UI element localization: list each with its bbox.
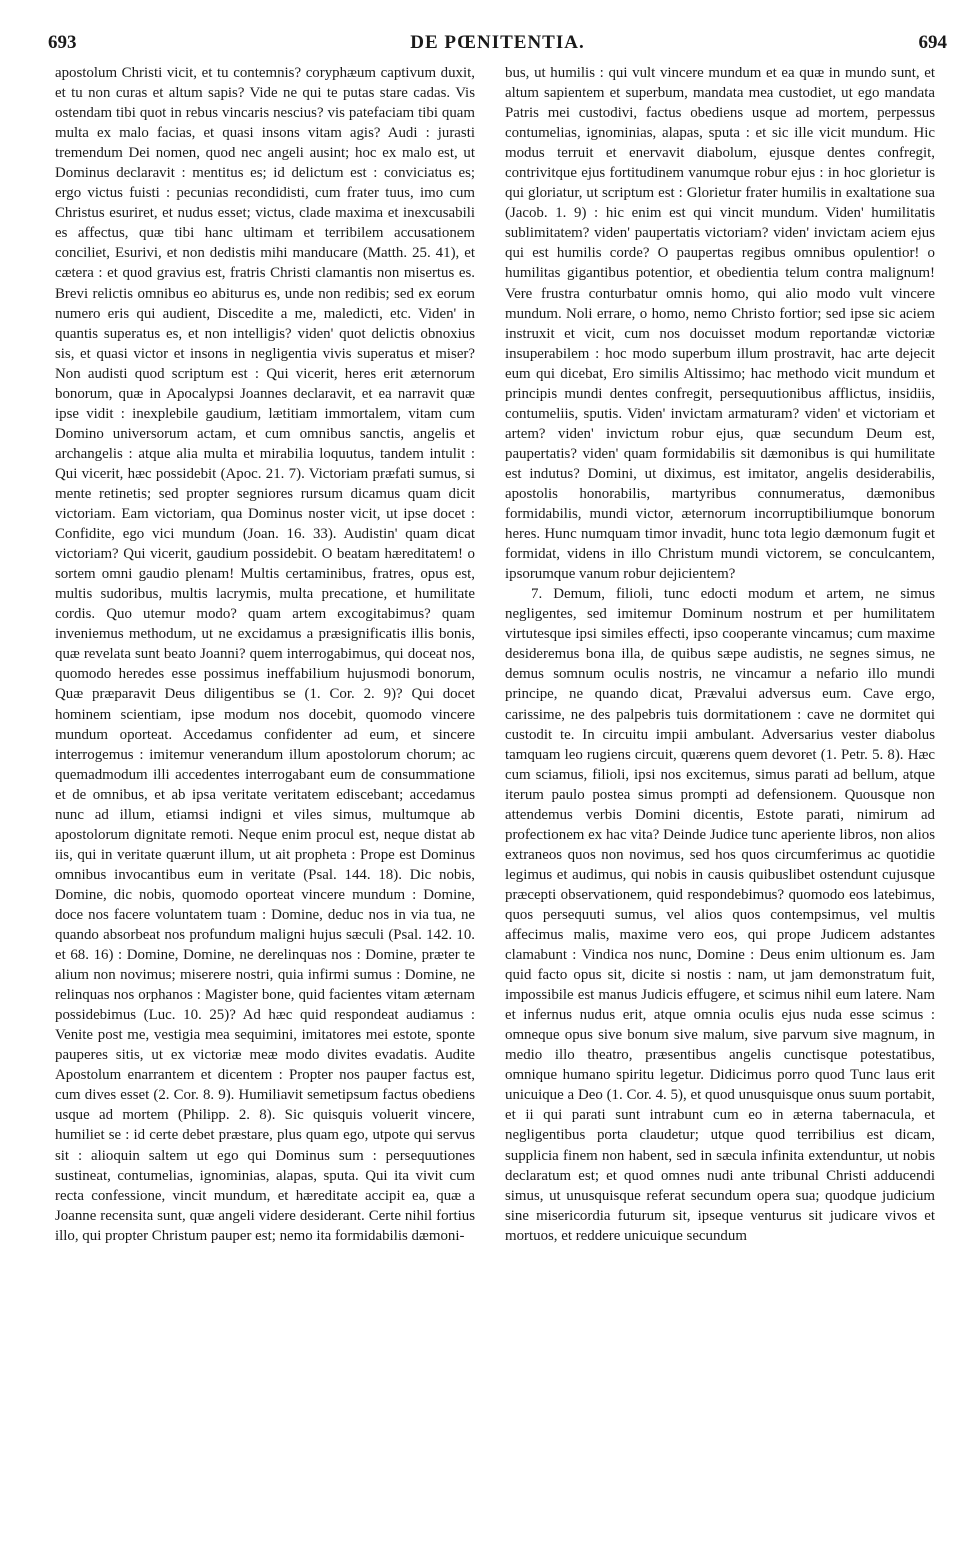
page-header	[48, 30, 947, 56]
left-column-text: apostolum Christi vicit, et tu contemnis? coryphæum captivum duxit, et tu non curas et altum sapis? Vide ne qui te putas stare cadas. Vis ostendam tibi quot in rebus vincaris nescius? vis patefaciam tibi quam multa ex malo facias, et quasi insons vitam agis? Audi : jurasti tremendum Dei nomen, quod nec angeli ausint; hoc ex malo est, ut Dominus declaravit : mentitus es; id delictum est : conviciatus es; ergo victus fuisti : pecunias recondidisti, cum frater tuus, imo cum Christus esuriret, et nudus esset; victus, clade maxima et inexcusabili es affectus, quæ tibi hanc ultimam et terribilem accusationem conciliet, Esurivi, et non dedistis mihi manducare (Matth. 25. 41), et cætera : et quod gravius est, fratris Christi clamantis non misertus es. Brevi relictis omnibus eo abiturus es, unde non redibis; sed ex eorum numero eris qui audient, Discedite a me, maledicti, etc. Viden' in quantis superatus es, et non intelligis? viden' quot delictis obnoxius sis, et quasi victor et insons in negligentia vivis superatus et miser? Non audisti quod scriptum est : Qui vicerit, heres erit æternorum bonorum, quæ in Apocalypsi Joannes declaravit, et ea narravit quæ ipse vidit : inexplebile gaudium, lætitiam immortalem, vitam cum Domino universorum actam, et cum omnibus sanctis, angelis et archangelis : atque alia multa et mirabilia loquutus, tandem intulit : Qui vicerit, hæc possidebit (Apoc. 21. 7). Victoriam præfati sumus, si mente retinetis; sed propter segniores rursum dicamus quam dicit victoriam. Eam victoriam, qua Dominus noster vicit, ut ipse docet : Confidite, ego vici mundum (Joan. 16. 33). Audistin' quam dicat victoriam? Qui vicerit, gaudium possidebit. O beatam hæreditatem! o sortem omni gaudio plenam! Multis certaminibus, fratres, opus est, multis sudoribus, multis lacrymis, multa precatione, et humilitate cordis. Quo utemur modo? quam artem excogitabimus? quam inveniemus methodum, ut ne excidamus a præsignificatis illis bonis, quæ revelata sunt beato Joanni? quem interrogabimus, qui doceat nos, quomodo heredes esse possimus ineffabilium hujusmodi bonorum, Quæ præparavit Deus diligentibus se (1. Cor. 2. 9)? Qui docet hominem scientiam, ipse modum nos docebit, quomodo vincere mundum oporteat. Accedamus confidenter ad eum, et sincere interrogemus : imitemur venerandum illum apostolorum chorum; ac quemadmodum illi accedentes interrogabant eum de consummatione et de omnibus, et ab ipsa veritate veritatem ediscebant; accedamus nunc ad illum, etiamsi indigni et viles simus, multumque ab apostolorum dignitate remoti. Neque enim procul est, neque distat ab iis, qui in veritate quærunt illum, ut ait propheta : Prope est Dominus omnibus invocantibus eum in veritate (Psal. 144. 18). Dic nobis, Domine, dic nobis, quomodo oporteat vincere mundum : Domine, doce nos facere voluntatem tuam : Domine, deduc nos in via tua, ne quando absorbeat nos profundum maligni hujus sæculi (Psal. 142. 10. et 68. 16) : Domine, Domine, ne derelinquas nos : Domine, præter te alium non novimus; miserere nostri, quia infirmi sumus : Domine, ne relinquas nos orphanos : Magister bone, quid facientes vitam æternam possidebimus (Luc. 10. 25)? Ad hæc quid respondeat audiamus : Venite post me, vestigia mea sequimini, imitatores mei estote, sponte pauperes sitis, ut ex victoriæ meæ modo divites evadatis. Audite Apostolum enarrantem et dicentem : Propter nos pauper factus est, cum dives esset (2. Cor. 8. 9). Humiliavit semetipsum factus obediens usque ad mortem (Philipp. 2. 8). Sic quisquis voluerit vincere, humiliet se : id certe debet præstare, plus quam ego, utpote qui servus sit : alioquin saltem ut ego qui Dominus sum : persequutiones sustineat, contumelias, ignominias, alapas, sputa. Qui ita vivit cum recta confessione, vincit mundum, et hæreditate accipit ea, quæ a Joanne recensita sunt, quæ angeli videre desiderant. Certe nihil fortius illo, qui propter Christum pauper est; nemo ita formidabilis dæmoni-	[55, 65, 475, 1244]
right-column-paragraph-7: 7. Demum, filioli, tunc edocti modum et artem, ne simus negligentes, sed imitemur Dominum nostrum et per humilitatem virtutesque ipsi similes effecti, ipso cooperante vincamus; cum maxime desideremus bona illa, de quibus sæpe audistis, ne segnes simus, ne demus somnum oculis nostris, ne vincamur a nefario illo mundi principe, ne quando dicat, Prævalui adversus eum. Cave ergo, carissime, ne des palpebris tuis dormitationem : cave ne dormitet qui custodit te. In circuitu impii ambulant. Adversarius vester diabolus tamquam leo rugiens circuit, quærens quem devoret (1. Petr. 5. 8). Hæc cum sciamus, filioli, ipsi nos excitemus, simus parati ad bellum, atque iterum paulo postea simus prompti ad defensionem. Quousque non attendemus verbis Domini dicentis, Estote parati, nimirum ad profectionem ex hac vita? Deinde Judice tunc aperiente libros, non alios extraneos quos non novimus, sed hos quos circumferimus ac quotidie legimus et audimus, qui nobis in causis quibuslibet ostendunt cujusque præcepti observationem, quid respondebimus? quomodo eos latebimus, quos persequuti sumus, vel alios quos contempsimus, vel multis affecimus malis, maxime vero eos, qui prope Judicem adstantes clamabunt : Vindica nos nunc, Domine : Deus enim ultionum es. Jam quid facto opus sit, dicite si nostis : nam, ut jam demonstratum fuit, impossibile est manus Judicis effugere, et scimus nihil eum latere. Nam et infernus nudus erit, atque omnia oculis ejus nuda esse scimus : omneque opus sive bonum sive malum, sive parvum sive magnum, in medio illo theatro, præsentibus angelis cunctisque potestatibus, omnique humano spiritu legetur. Didicimus porro quod Tunc laus erit unicuique a Deo (1. Cor. 4. 5), et quod unusquisque onus suum portabit, et ii qui parati sunt intrabunt cum eo in æterna tabernacula, et negligentibus porta claudetur; utque quod terribilius est dicam, supplicia finem non habent, sed in sæcula infinita extenduntur, ut nobis declaratum est; et quod omnes nudi ante tribunal Christi adducendi simus, ut unusquisque referat secundum opera sua; quodque judicium sine misericordia futurum sit, ipseque venturus sit judicare vivos et mortuos, et reddere unicuique secundum	[505, 586, 935, 1244]
left-column	[55, 63, 475, 1543]
running-title: DE PŒNITENTIA.	[410, 32, 585, 53]
page-number-right: 694	[918, 32, 947, 53]
right-column-text-continuation: bus, ut humilis : qui vult vincere mundum et ea quæ in mundo sunt, et altum sapientem et superbum, mandata mea custodiet, ut ego mandata Patris mei custodivi, factus obediens usque ad mortem, perpessus contumelias, ignominias, alapas, sputa : et sic ille vicit mundum. Hic modus terruit et enervavit diabolum, ejusque dentes confregit, contrivitque ejus fortitudinem vanumque robur ejus : in hoc glorietur is qui gloriatur, ut scriptum est : Glorietur frater humilis in exaltatione sua (Jacob. 1. 9) : hic enim est qui vincit mundum. Viden' humilitatis sublimitatem? viden' paupertatis victoriam? viden' invictam aciem ejus qui est humilis corde? O paupertas regibus omnibus opulentior! o humilitas gigantibus potentior, et obedientia telum contra malignum! Vere frustra conturbatur omnis homo, qui alio modo vult vincere mundum. Noli errare, o homo, nemo Christo fortior; sed ipse sic aciem instruxit et vicit, cum nos docuisset modum reportandæ victoriæ insuperabilem : hoc modo superbum illum prostravit, hac arte dejecit eum qui dicebat, Ero similis Altissimo; hac methodo vicit mundum et principis mundi dentes confregit, persequutionibus afflictus, insidiis, contumeliis, sputis. Viden' invictam armaturam? viden' et victoriam et artem? viden' invictum robur ejus, quæ secundum Deum est, paupertatis? viden' quam formidabilis sit dæmonibus is qui humilitate est indutus? Domini, ut diximus, est imitator, angelis desiderabilis, apostolis honorabilis, martyribus connumeratus, dæmonibus formidabilis, mundi victor, æternorum incorruptibiliumque bonorum heres. Hunc numquam timor invadit, hunc tota legio dæmonum fugit et formidat, videns in illo Christum mundi victorem, se conculcantem, ipsorumque vanum robur dejicientem?	[505, 65, 935, 583]
right-column	[505, 63, 935, 1543]
page-number-left: 693	[48, 32, 77, 53]
